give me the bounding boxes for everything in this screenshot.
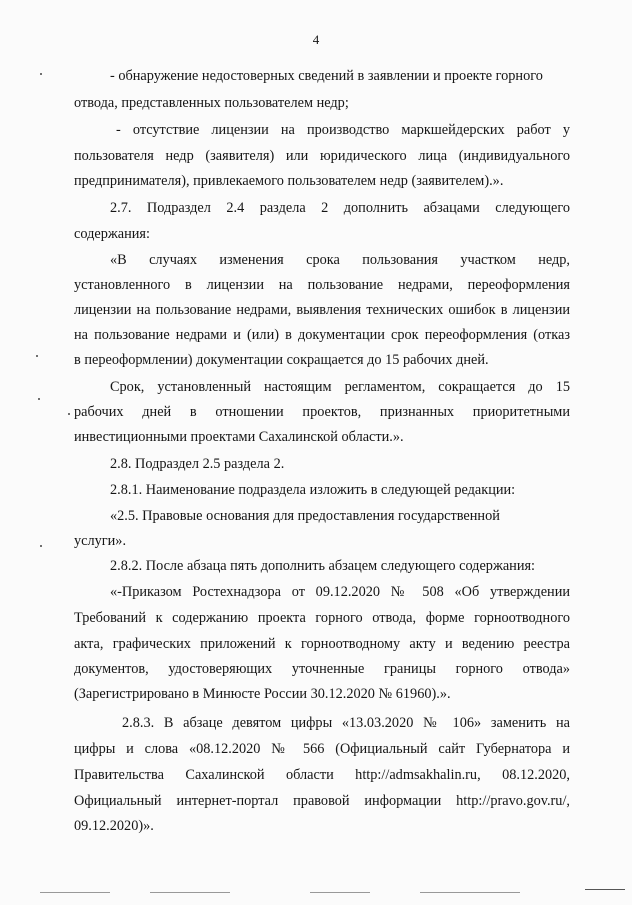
text-line: 2.8.3. В абзаце девятом цифры «13.03.2020 № 106» заменить на	[122, 715, 570, 731]
text-line: 09.12.2020)».	[74, 818, 154, 834]
text-line: Официальный интернет-портал правовой информации http://pravo.gov.ru/,	[74, 793, 570, 809]
scan-edge-line	[150, 892, 230, 893]
text-line: «2.5. Правовые основания для предоставления государственной	[110, 508, 500, 524]
text-line: - обнаружение недостоверных сведений в заявлении и проекте горного	[110, 68, 543, 84]
text-line: содержания:	[74, 226, 150, 242]
scan-edge-line	[40, 892, 110, 893]
text-line: инвестиционными проектами Сахалинской области.».	[74, 429, 404, 445]
text-line: «-Приказом Ростехнадзора от 09.12.2020 № 508 «Об утверждении	[110, 584, 570, 600]
scan-speck	[36, 355, 38, 357]
text-line: 2.8. Подраздел 2.5 раздела 2.	[110, 456, 285, 472]
text-line: в переоформлении) документации сокращается до 15 рабочих дней.	[74, 352, 489, 368]
text-line: пользователя недр (заявителя) или юридического лица (индивидуального	[74, 148, 570, 164]
text-line: рабочих дней в отношении проектов, признанных приоритетными	[74, 404, 570, 420]
text-line: акта, графических приложений к горноотводному акту и ведению реестра	[74, 636, 570, 652]
scan-speck	[68, 413, 70, 415]
scan-edge-line	[585, 889, 625, 890]
text-line: Срок, установленный настоящим регламентом, сокращается до 15	[110, 379, 570, 395]
text-line: цифры и слова «08.12.2020 № 566 (Официальный сайт Губернатора и	[74, 741, 570, 757]
text-line: 2.8.2. После абзаца пять дополнить абзацем следующего содержания:	[110, 558, 536, 574]
text-line: услуги».	[74, 533, 127, 549]
text-line: отвода, представленных пользователем недр;	[74, 95, 349, 111]
text-line: 2.8.1. Наименование подраздела изложить в следующей редакции:	[110, 482, 516, 498]
scan-edge-line	[310, 892, 370, 893]
text-line: документов, удостоверяющих уточненные границы горного отвода»	[74, 661, 570, 677]
text-line: на пользование недрами и (или) в документации срок переоформления (отказ	[74, 327, 570, 343]
text-line: «В случаях изменения срока пользования участком недр,	[110, 252, 570, 268]
text-line: предпринимателя), привлекаемого пользователем недр (заявителем).».	[74, 173, 504, 189]
text-line: 2.7. Подраздел 2.4 раздела 2 дополнить абзацами следующего	[110, 200, 570, 216]
text-line: (Зарегистрировано в Минюсте России 30.12.2020 № 61960).».	[74, 686, 451, 702]
text-line: - отсутствие лицензии на производство маркшейдерских работ у	[116, 122, 570, 138]
text-line: лицензии на пользование недрами, выявления технических ошибок в лицензии	[74, 302, 570, 318]
scan-speck	[38, 398, 40, 400]
scan-speck	[40, 545, 42, 547]
scan-edge-line	[420, 892, 520, 893]
text-line: Правительства Сахалинской области http://admsakhalin.ru, 08.12.2020,	[74, 767, 570, 783]
page-number: 4	[312, 32, 320, 47]
text-line: установленного в лицензии на пользование недрами, переоформления	[74, 277, 570, 293]
text-line: Требований к содержанию проекта горного отвода, форме горноотводного	[74, 610, 570, 626]
scan-speck	[40, 73, 42, 75]
